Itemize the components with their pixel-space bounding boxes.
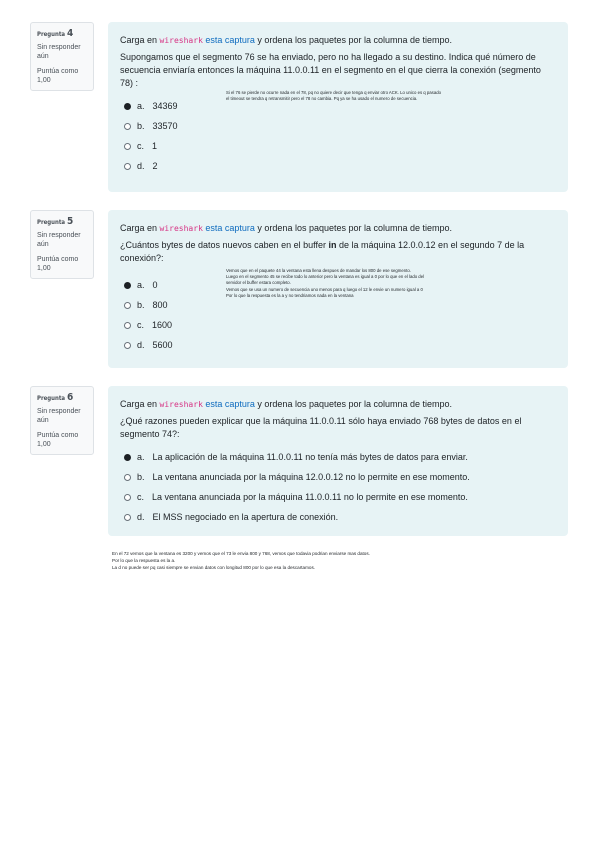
radio-button[interactable] xyxy=(124,103,131,110)
question-info-5 xyxy=(30,210,94,279)
answer-option-c[interactable]: c. 1600 xyxy=(124,315,556,335)
answer-option-b[interactable]: b. 33570 xyxy=(124,116,556,136)
radio-button[interactable] xyxy=(124,123,131,130)
question-content-4 xyxy=(108,22,568,192)
question-text: ¿Cuántos bytes de datos nuevos caben en el buffer in de la máquina 12.0.0.12 en el segundo 7 de la conexión?: xyxy=(120,240,525,263)
question-number: Pregunta 6 xyxy=(37,392,74,403)
wireshark-code: wireshark xyxy=(159,36,203,45)
question-info-4 xyxy=(30,22,94,91)
radio-button[interactable] xyxy=(124,514,131,521)
question-state: Sin responder aún xyxy=(37,232,81,248)
answer-option-c[interactable]: c. 1 xyxy=(124,136,556,156)
question-intro: Carga en wireshark esta captura y ordena los paquetes por la columna de tiempo. xyxy=(120,35,453,45)
radio-button[interactable] xyxy=(124,474,131,481)
radio-button[interactable] xyxy=(124,302,131,309)
answer-option-b[interactable]: b. La ventana anunciada por la máquina 12.0.0.12 no lo permite en ese momento. xyxy=(124,467,556,487)
question-number: Pregunta 5 xyxy=(37,216,74,227)
radio-button[interactable] xyxy=(124,322,131,329)
question-state: Sin responder aún xyxy=(37,44,81,60)
wireshark-code: wireshark xyxy=(159,224,203,233)
answer-option-b[interactable]: b. 800 xyxy=(124,295,556,315)
annotation-note: Si el 76 se pierde no ocurre nada en el 78, pq no quiere decir que tenga q enviar otro ACK. Lo unico es q pasado el timeout se tendra q retransmitir pero el 78 no cambia. Pq ya se ha usado el numero de secuencia. xyxy=(226,90,441,102)
answer-option-a[interactable]: a. 0 xyxy=(124,275,556,295)
annotation-note: Vemos que en el paquete 44 la ventana esta llena despues de mandar los 800 de ese segmento. Luego en el segmento 45 se recibe todo lo anterior pero la ventana es igual a 0 por lo que en el lado del servidor el buffer estara completo. Vemos que se usa un numero de secuencia uno menos para q luego el 12 le envie un numero igual a 0 Por lo que la respuesta es la a y no tendriamos nada en la ventana xyxy=(226,268,425,298)
question-intro: Carga en wireshark esta captura y ordena los paquetes por la columna de tiempo. xyxy=(120,223,453,233)
radio-button[interactable] xyxy=(124,454,131,461)
answer-option-c[interactable]: c. La ventana anunciada por la máquina 11.0.0.11 no lo permite en ese momento. xyxy=(124,487,556,507)
radio-button[interactable] xyxy=(124,282,131,289)
question-text: Supongamos que el segmento 76 se ha enviado, pero no ha llegado a su destino. Indica qué número de secuencia enviaría entonces la máquina 11.0.0.11 en el segmento en el que cierra la conexión (segmento 78) : xyxy=(120,52,541,88)
answer-option-a[interactable]: a. La aplicación de la máquina 11.0.0.11 no tenía más bytes de datos para enviar. xyxy=(124,447,556,467)
question-text: ¿Qué razones pueden explicar que la máquina 11.0.0.11 sólo haya enviado 768 bytes de datos en el segmento 74?: xyxy=(120,416,522,439)
answer-list xyxy=(124,447,556,527)
question-grade: Puntúa como 1,00 xyxy=(37,432,79,448)
question-number: Pregunta 4 xyxy=(37,28,74,39)
answer-option-d[interactable]: d. El MSS negociado en la apertura de conexión. xyxy=(124,507,556,527)
answer-option-d[interactable]: d. 5600 xyxy=(124,335,556,355)
footer-annotation-note: En el 72 vemos que la ventana es 3200 y vemos que el 73 le envia 800 y 768, vemos que todavia podrian enviarse mas datos. Por lo que la respuesta es la a. La d no puede ser pq casi siempre se envian datos con longitud 800 por lo que esa la descartamos. xyxy=(112,551,370,570)
radio-button[interactable] xyxy=(124,143,131,150)
question-info-6 xyxy=(30,386,94,455)
question-grade: Puntúa como 1,00 xyxy=(37,68,79,84)
wireshark-code: wireshark xyxy=(159,400,203,409)
radio-button[interactable] xyxy=(124,494,131,501)
answer-option-d[interactable]: d. 2 xyxy=(124,156,556,176)
radio-button[interactable] xyxy=(124,163,131,170)
question-state: Sin responder aún xyxy=(37,408,81,424)
question-grade: Puntúa como 1,00 xyxy=(37,256,79,272)
capture-link[interactable]: esta captura xyxy=(202,35,255,45)
answer-list xyxy=(124,96,556,176)
capture-link[interactable]: esta captura xyxy=(202,223,255,233)
capture-link[interactable]: esta captura xyxy=(202,399,255,409)
question-content-6 xyxy=(108,386,568,536)
radio-button[interactable] xyxy=(124,342,131,349)
question-intro: Carga en wireshark esta captura y ordena los paquetes por la columna de tiempo. xyxy=(120,399,453,409)
answer-option-a[interactable]: a. 34369 xyxy=(124,96,556,116)
